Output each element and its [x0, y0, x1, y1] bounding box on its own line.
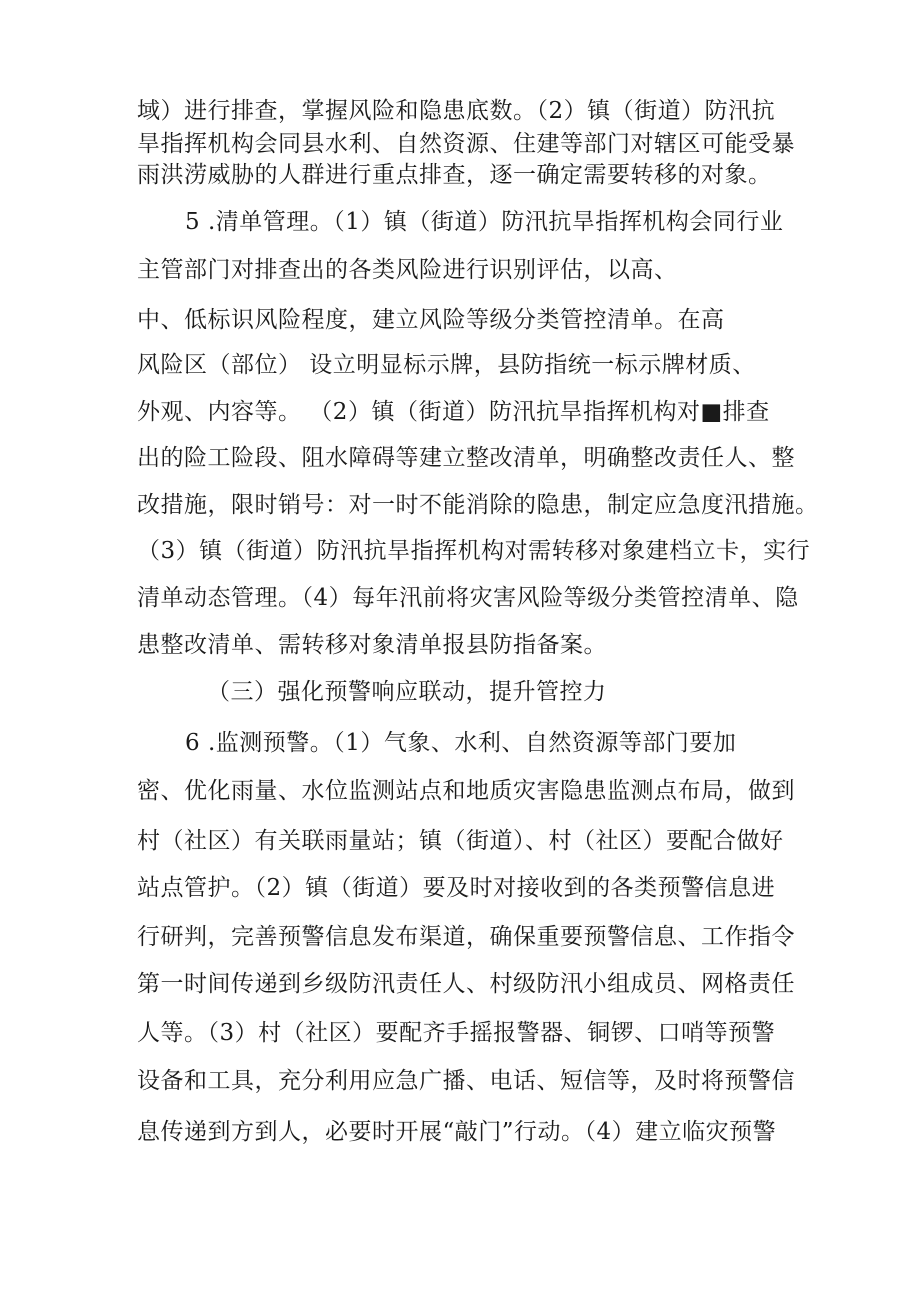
- text-line: 站点管护。（2）镇（街道）要及时对接收到的各类预警信息进: [137, 875, 776, 901]
- text-line: 雨洪涝威胁的人群进行重点排查，逐一确定需要转移的对象。: [137, 162, 772, 188]
- text-line: 第一时间传递到乡级防汛责任人、村级防汛小组成员、网格责任: [137, 971, 795, 997]
- text-line: 主管部门对排查出的各类风险进行识别评估，以高、: [137, 257, 678, 283]
- text-line: 设备和工具，充分利用应急广播、电话、短信等，及时将预警信: [137, 1068, 795, 1094]
- text-line: 人等。（3）村（社区）要配齐手摇报警器、铜锣、口哨等预警: [137, 1020, 776, 1046]
- text-line: 清单动态管理。（4）每年汛前将灾害风险等级分类管控清单、隐: [137, 585, 799, 611]
- text-line: 行研判，完善预警信息发布渠道，确保重要预警信息、工作指令: [137, 924, 795, 950]
- section-heading: （三）强化预警响应联动，提升管控力: [207, 679, 607, 705]
- text-line: 密、优化雨量、水位监测站点和地质灾害隐患监测点布局，做到: [137, 778, 795, 804]
- text-line: 5 .清单管理。（1）镇（街道）防汛抗旱指挥机构会同行业: [185, 209, 784, 235]
- text-line: 旱指挥机构会同县水利、自然资源、住建等部门对辖区可能受暴: [137, 131, 795, 157]
- text-line: （3）镇（街道）防汛抗旱指挥机构对需转移对象建档立卡，实行: [137, 538, 811, 564]
- text-line: 风险区（部位） 设立明显标示牌，县防指统一标示牌材质、: [137, 352, 756, 378]
- text-line: 出的险工险段、阻水障碍等建立整改清单，明确整改责任人、整: [137, 445, 795, 471]
- text-line: 村（社区）有关联雨量站；镇（街道）、村（社区）要配合做好: [137, 828, 784, 854]
- text-line: 改措施，限时销号：对一时不能消除的隐患，制定应急度汛措施。: [137, 492, 819, 518]
- text-line: 6 .监测预警。（1）气象、水利、自然资源等部门要加: [185, 730, 737, 756]
- text-line: 患整改清单、需转移对象清单报县防指备案。: [137, 632, 607, 658]
- text-line: 息传递到方到人，必要时开展“敲门”行动。（4）建立临灾预警: [137, 1119, 777, 1145]
- text-line: 外观、内容等。 （2）镇（街道）防汛抗旱指挥机构对■排查: [137, 399, 770, 425]
- text-line: 域）进行排查，掌握风险和隐患底数。（2）镇（街道）防汛抗: [137, 98, 776, 124]
- text-line: 中、低标识风险程度，建立风险等级分类管控清单。在高: [137, 307, 725, 333]
